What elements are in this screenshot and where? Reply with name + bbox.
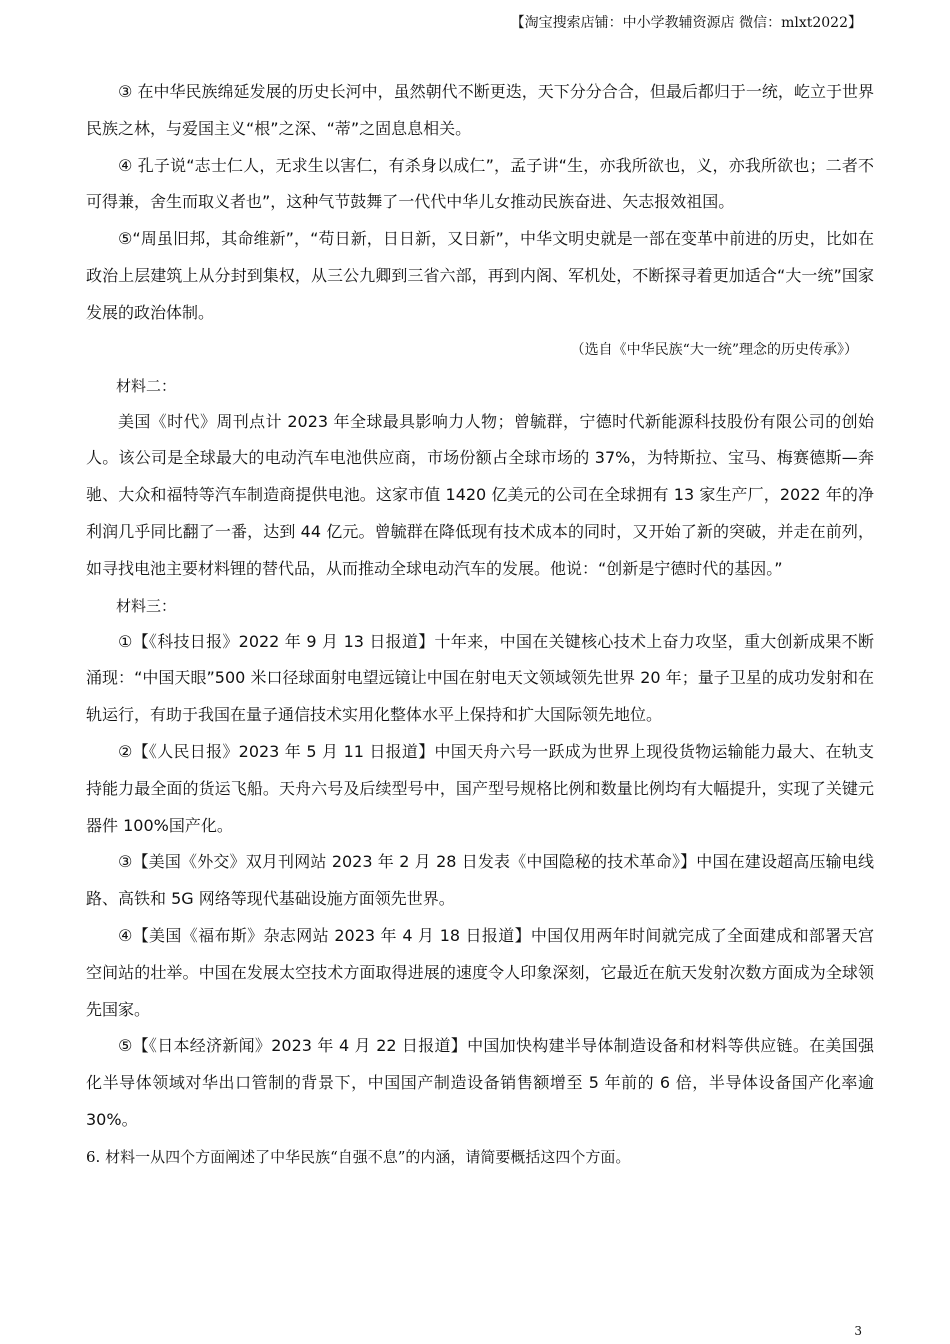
material3-item-1: ①【《科技日报》2022 年 9 月 13 日报道】十年来，中国在关键核心技术上奋力攻坚，重大创新成果不断涌现：“中国天眼”500 米口径球面射电望远镜让中国在射电天文领域领先世界 20 年；量子卫星的成功发射和在轨运行，有助于我国在量子通信技术实用化整体水平上保持和扩大国际领先地位。: [86, 631, 874, 725]
page-number: 3: [854, 1324, 862, 1338]
material1-item-3: ③ 在中华民族绵延发展的历史长河中，虽然朝代不断更迭，天下分分合合，但最后都归于一统，屹立于世界民族之林，与爱国主义“根”之深、“蒂”之固息息相关。: [86, 82, 874, 138]
header-shop-note: 【淘宝搜索店铺：中小学教辅资源店 微信：mlxt2022】: [510, 15, 862, 31]
material1-source: （选自《中华民族“大一统”理念的历史传承》）: [570, 341, 858, 358]
material2-text: 美国《时代》周刊点计 2023 年全球最具影响力人物；曾毓群，宁德时代新能源科技股份有限公司的创始人。该公司是全球最大的电动汽车电池供应商，市场份额占全球市场的 37%，为特斯拉、宝马、梅赛德斯—奔驰、大众和福特等汽车制造商提供电池。这家市值 1420 亿美元的公司在全球拥有 13 家生产厂，2022 年的净利润几乎同比翻了一番，达到 44 亿元。曾毓群在降低现有技术成本的同时，又开始了新的突破，并走在前列，如寻找电池主要材料锂的替代品，从而推动全球电动汽车的发展。他说：“创新是宁德时代的基因。”: [86, 411, 874, 578]
material1-item-5: ⑤“周虽旧邦，其命维新”，“苟日新，日日新，又日新”，中华文明史就是一部在变革中前进的历史，比如在政治上层建筑上从分封到集权，从三公九卿到三省六部，再到内阁、军机处，不断探寻着更加适合“大一统”国家发展的政治体制。: [86, 229, 874, 322]
material3-item-4: ④【美国《福布斯》杂志网站 2023 年 4 月 18 日报道】中国仅用两年时间就完成了全面建成和部署天宫空间站的壮举。中国在发展太空技术方面取得进展的速度令人印象深刻，它最近在航天发射次数方面成为全球领先国家。: [86, 925, 874, 1019]
question-6: 6. 材料一从四个方面阐述了中华民族“自强不息”的内涵，请简要概括这四个方面。: [86, 1147, 631, 1166]
material3-item-3: ③【美国《外交》双月刊网站 2023 年 2 月 28 日发表《中国隐秘的技术革命》】中国在建设超高压输电线路、高铁和 5G 网络等现代基础设施方面领先世界。: [86, 852, 874, 909]
material3-item-2: ②【《人民日报》2023 年 5 月 11 日报道】中国天舟六号一跃成为世界上现役货物运输能力最大、在轨支持能力最全面的货运飞船。天舟六号及后续型号中，国产型号规格比例和数量比例均有大幅提升，实现了关键元器件 100%国产化。: [86, 741, 874, 835]
material3-item-5: ⑤【《日本经济新闻》2023 年 4 月 22 日报道】中国加快构建半导体制造设备和材料等供应链。在美国强化半导体领域对华出口管制的背景下，中国国产制造设备销售额增至 5 年前的 6 倍，半导体设备国产化率逾 30%。: [86, 1036, 874, 1129]
material3-label: 材料三：: [116, 596, 177, 615]
material1-item-4: ④ 孔子说“志士仁人，无求生以害仁，有杀身以成仁”，孟子讲“生，亦我所欲也，义，亦我所欲也；二者不可得兼，舍生而取义者也”，这种气节鼓舞了一代代中华儿女推动民族奋进、矢志报效祖国。: [86, 155, 874, 212]
material2-label: 材料二：: [116, 376, 177, 395]
document-body: [86, 74, 874, 1175]
